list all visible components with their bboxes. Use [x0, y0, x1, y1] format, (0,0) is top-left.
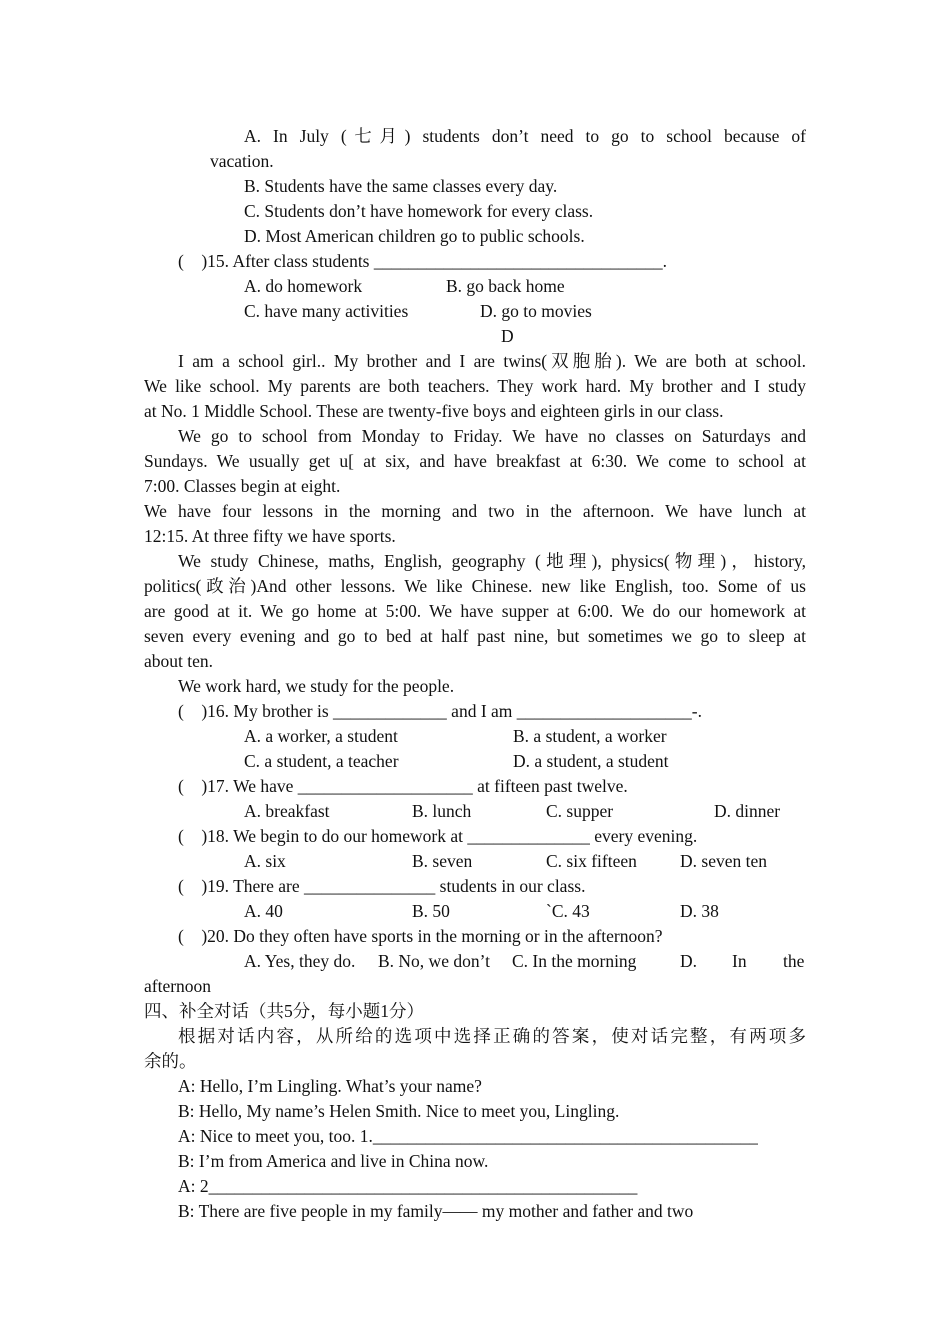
q20-option-b: B. No, we don’t — [378, 951, 490, 971]
q20-option-d-part1: D. — [680, 951, 698, 971]
q19-stem: ( )19. There are _______________ students in our class. — [178, 876, 586, 896]
q18-option-d: D. seven ten — [680, 851, 767, 871]
q20-option-c: C. In the morning — [512, 951, 637, 971]
q16-option-c: C. a student, a teacher — [244, 751, 399, 771]
passage-p4-line1: We study Chinese, maths, English, geography (地理), physics(物理)，history, — [178, 551, 806, 571]
passage-p2-line1: We go to school from Monday to Friday. We have no classes on Saturdays and — [178, 426, 806, 446]
passage-p2-line2: Sundays. We usually get u[ at six, and have breakfast at 6:30. We come to school at — [144, 451, 806, 471]
passage-p1-line1: I am a school girl.. My brother and I are twins(双胞胎). We are both at school. — [178, 351, 806, 371]
q14-option-a-line2: vacation. — [210, 151, 274, 171]
q20-option-d-part2: In — [732, 951, 747, 971]
q16-option-a: A. a worker, a student — [244, 726, 398, 746]
passage-p4-line4: seven every evening and go to bed at half past nine, but sometimes we go to sleep at — [144, 626, 806, 646]
dialogue-line: B: There are five people in my family—— my mother and father and two — [178, 1201, 694, 1221]
passage-p4-line2: politics(政治)And other lessons. We like Chinese. new like English, too. Some of us — [144, 576, 806, 596]
q20-option-a: A. Yes, they do. — [244, 951, 356, 971]
q17-option-b: B. lunch — [412, 801, 472, 821]
q15-option-c: C. have many activities — [244, 301, 409, 321]
passage-p4-line5: about ten. — [144, 651, 214, 671]
q16-stem: ( )16. My brother is _____________ and I am ____________________-. — [178, 701, 702, 721]
q20-option-d-part3: the — [783, 951, 805, 971]
q15-stem: ( )15. After class students _________________________________. — [178, 251, 667, 271]
dialogue-line: A: 2_________________________________________________ — [178, 1176, 638, 1196]
passage-label: D — [501, 326, 514, 346]
q16-option-b: B. a student, a worker — [513, 726, 667, 746]
q14-option-b: B. Students have the same classes every day. — [244, 176, 558, 196]
section4-instruction-line1: 根据对话内容，从所给的选项中选择正确的答案，使对话完整，有两项多 — [178, 1026, 806, 1046]
q14-option-c: C. Students don’t have homework for every class. — [244, 201, 594, 221]
q18-option-a: A. six — [244, 851, 286, 871]
passage-p3-line2: 12:15. At three fifty we have sports. — [144, 526, 396, 546]
passage-p5: We work hard, we study for the people. — [178, 676, 455, 696]
q14-option-a-line1: A. In July (七月) students don’t need to go to school because of — [244, 126, 806, 146]
q15-option-d: D. go to movies — [480, 301, 592, 321]
q15-option-b: B. go back home — [446, 276, 565, 296]
passage-p1-line3: at No. 1 Middle School. These are twenty-five boys and eighteen girls in our class. — [144, 401, 724, 421]
passage-p4-line3: are good at it. We go home at 5:00. We have supper at 6:00. We do our homework at — [144, 601, 806, 621]
q18-stem: ( )18. We begin to do our homework at ______________ every evening. — [178, 826, 698, 846]
q14-option-d: D. Most American children go to public schools. — [244, 226, 585, 246]
q17-option-c: C. supper — [546, 801, 614, 821]
section4-heading: 四、补全对话（共5分，每小题1分） — [144, 1001, 424, 1021]
q20-option-d-continued: afternoon — [144, 976, 212, 996]
q19-option-b: B. 50 — [412, 901, 450, 921]
q19-option-a: A. 40 — [244, 901, 283, 921]
q17-option-d: D. dinner — [714, 801, 781, 821]
q18-option-c: C. six fifteen — [546, 851, 637, 871]
q15-option-a: A. do homework — [244, 276, 363, 296]
passage-p2-line3: 7:00. Classes begin at eight. — [144, 476, 341, 496]
passage-p1-line2: We like school. My parents are both teachers. They work hard. My brother and I study — [144, 376, 806, 396]
q16-option-d: D. a student, a student — [513, 751, 669, 771]
q20-stem: ( )20. Do they often have sports in the morning or in the afternoon? — [178, 926, 663, 946]
passage-p3-line1: We have four lessons in the morning and two in the afternoon. We have lunch at — [144, 501, 806, 521]
dialogue-line: A: Nice to meet you, too. 1.____________________________________________ — [178, 1126, 758, 1146]
q18-option-b: B. seven — [412, 851, 473, 871]
q19-option-c: `C. 43 — [546, 901, 590, 921]
q17-stem: ( )17. We have ____________________ at fifteen past twelve. — [178, 776, 628, 796]
q17-option-a: A. breakfast — [244, 801, 330, 821]
section4-instruction-line2: 余的。 — [144, 1051, 197, 1071]
dialogue-line: B: I’m from America and live in China now. — [178, 1151, 489, 1171]
dialogue-line: A: Hello, I’m Lingling. What’s your name? — [178, 1076, 482, 1096]
q19-option-d: D. 38 — [680, 901, 719, 921]
dialogue-line: B: Hello, My name’s Helen Smith. Nice to meet you, Lingling. — [178, 1101, 620, 1121]
